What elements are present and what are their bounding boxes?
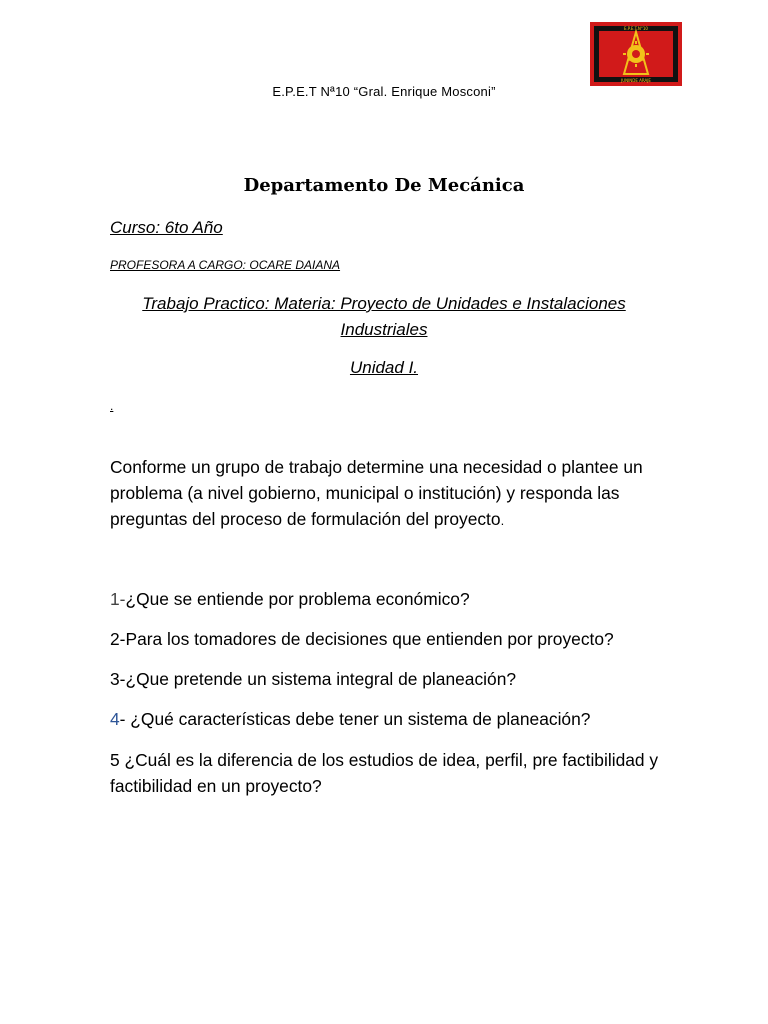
question-4 — [110, 706, 670, 732]
question-1-text: ¿Que se entiende por problema económico? — [125, 589, 470, 609]
stray-mark: . — [110, 399, 114, 413]
question-4-number: 4 — [110, 709, 120, 729]
question-2-text: Para los tomadores de decisiones que entienden por proyecto? — [125, 629, 614, 649]
school-logo — [590, 22, 682, 86]
school-header: E.P.E.T Nª10 “Gral. Enrique Mosconi” — [272, 84, 496, 99]
teacher-label: PROFESORA A CARGO: OCARE DAIANA — [110, 258, 341, 272]
department-title: Departamento De Mecánica — [243, 175, 525, 196]
unit-label: Unidad I. — [349, 358, 419, 377]
intro-text: Conforme un grupo de trabajo determine una necesidad o plantee un problema (a nivel gobierno, municipal o institución) y responda las preguntas del proceso de formulación del proyecto — [110, 457, 643, 529]
question-4-text: - ¿Qué características debe tener un sistema de planeación? — [119, 709, 591, 729]
question-1-number: 1- — [110, 589, 126, 609]
logo-bottom-text: JUNINDE ARAJE — [621, 78, 651, 83]
question-5-text: ¿Cuál es la diferencia de los estudios de idea, perfil, pre factibilidad y factibilidad en un proyecto? — [110, 750, 659, 796]
question-2-number: 2- — [110, 629, 126, 649]
question-2 — [110, 626, 670, 652]
question-3 — [110, 666, 670, 692]
question-5-number: 5 — [110, 750, 120, 770]
course-label: Curso: 6to Año — [110, 218, 223, 237]
assignment-title: Trabajo Practico: Materia: Proyecto de Unidades e Instalaciones Industriales — [142, 294, 626, 339]
logo-top-text: E.P.E.T.N°10 — [624, 26, 648, 31]
question-3-number: 3- — [110, 669, 126, 689]
question-1 — [110, 586, 670, 612]
question-3-text: ¿Que pretende un sistema integral de planeación? — [125, 669, 517, 689]
question-5 — [110, 747, 670, 799]
intro-paragraph — [110, 454, 670, 534]
intro-end: . — [500, 513, 505, 528]
